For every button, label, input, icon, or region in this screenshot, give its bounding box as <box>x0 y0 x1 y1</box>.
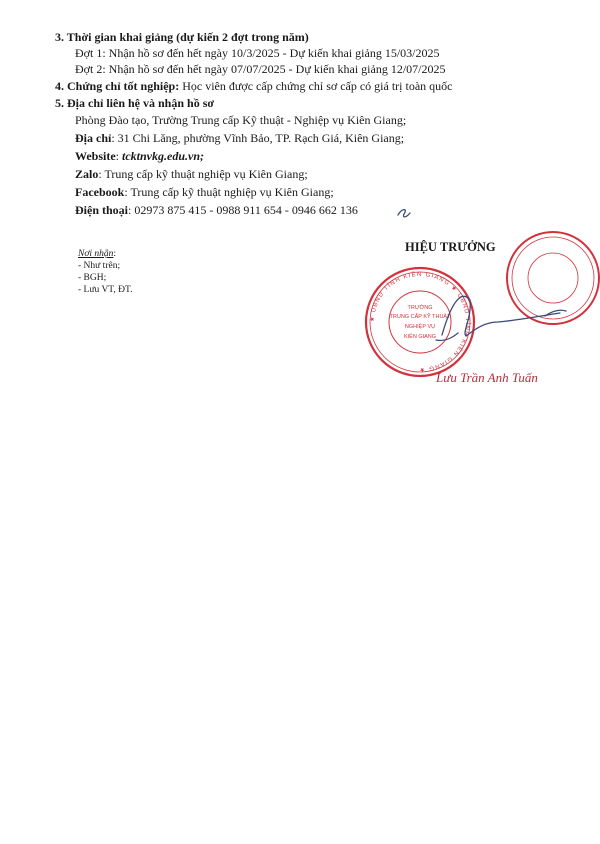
section-5-heading: 5. Địa chỉ liên hệ và nhận hồ sơ <box>55 96 215 110</box>
website-sep: : <box>115 149 123 163</box>
svg-text:KIÊN GIANG: KIÊN GIANG <box>403 334 437 340</box>
website-link[interactable]: tcktnvkg.edu.vn; <box>122 149 205 163</box>
recipient-item: - Như trên; <box>78 261 121 271</box>
official-stamp <box>366 268 474 376</box>
section-3-heading: 3. Thời gian khai giảng (dự kiến 2 đợt trong năm) <box>55 30 309 44</box>
svg-text:★ UBND TỈNH KIÊN GIANG ★ UBND: ★ UBND TỈNH KIÊN GIANG ★ UBND TỈNH KIÊN GIANG ★ <box>369 271 471 373</box>
phone-label: Điện thoại <box>75 203 129 217</box>
seal-edge-stamp <box>507 232 599 324</box>
facebook-value: : Trung cấp kỹ thuật nghiệp vụ Kiên Giang; <box>124 185 334 199</box>
signatory-name: Lưu Trần Anh Tuấn <box>436 370 538 385</box>
svg-text:NGHIỆP VỤ: NGHIỆP VỤ <box>404 324 436 330</box>
svg-text:TRUNG CẤP KỸ THUẬT: TRUNG CẤP KỸ THUẬT <box>389 314 451 320</box>
recipients-title-colon: : <box>113 249 117 259</box>
section-4-label: 4. Chứng chỉ tốt nghiệp: <box>55 79 180 93</box>
recipients-title-text: Nơi nhận <box>78 249 114 259</box>
signature-title: HIỆU TRƯỞNG <box>405 240 496 254</box>
facebook-label: Facebook <box>75 185 125 199</box>
svg-text:TRƯỜNG: TRƯỜNG <box>407 305 433 311</box>
round-2-text: Đợt 2: Nhận hồ sơ đến hết ngày 07/07/2025 - Dự kiến khai giảng 12/07/2025 <box>75 62 446 76</box>
recipient-item: - Lưu VT, ĐT. <box>78 285 133 295</box>
phone-value: : 02973 875 415 - 0988 911 654 - 0946 662 136 <box>128 203 358 217</box>
zalo-value: : Trung cấp kỹ thuật nghiệp vụ Kiên Giang; <box>98 167 308 181</box>
section-4-text: Học viên được cấp chứng chỉ sơ cấp có giá trị toàn quốc <box>179 79 453 93</box>
recipient-item: - BGH; <box>78 273 107 283</box>
zalo-label: Zalo <box>75 167 99 181</box>
round-1-text: Đợt 1: Nhận hồ sơ đến hết ngày 10/3/2025 - Dự kiến khai giảng 15/03/2025 <box>75 46 440 60</box>
website-label: Website <box>75 149 116 163</box>
address-label: Địa chỉ <box>75 131 112 145</box>
office-text: Phòng Đào tạo, Trường Trung cấp Kỹ thuật - Nghiệp vụ Kiên Giang; <box>75 113 407 127</box>
address-value: : 31 Chi Lăng, phường Vĩnh Bảo, TP. Rạch Giá, Kiên Giang; <box>111 131 405 145</box>
